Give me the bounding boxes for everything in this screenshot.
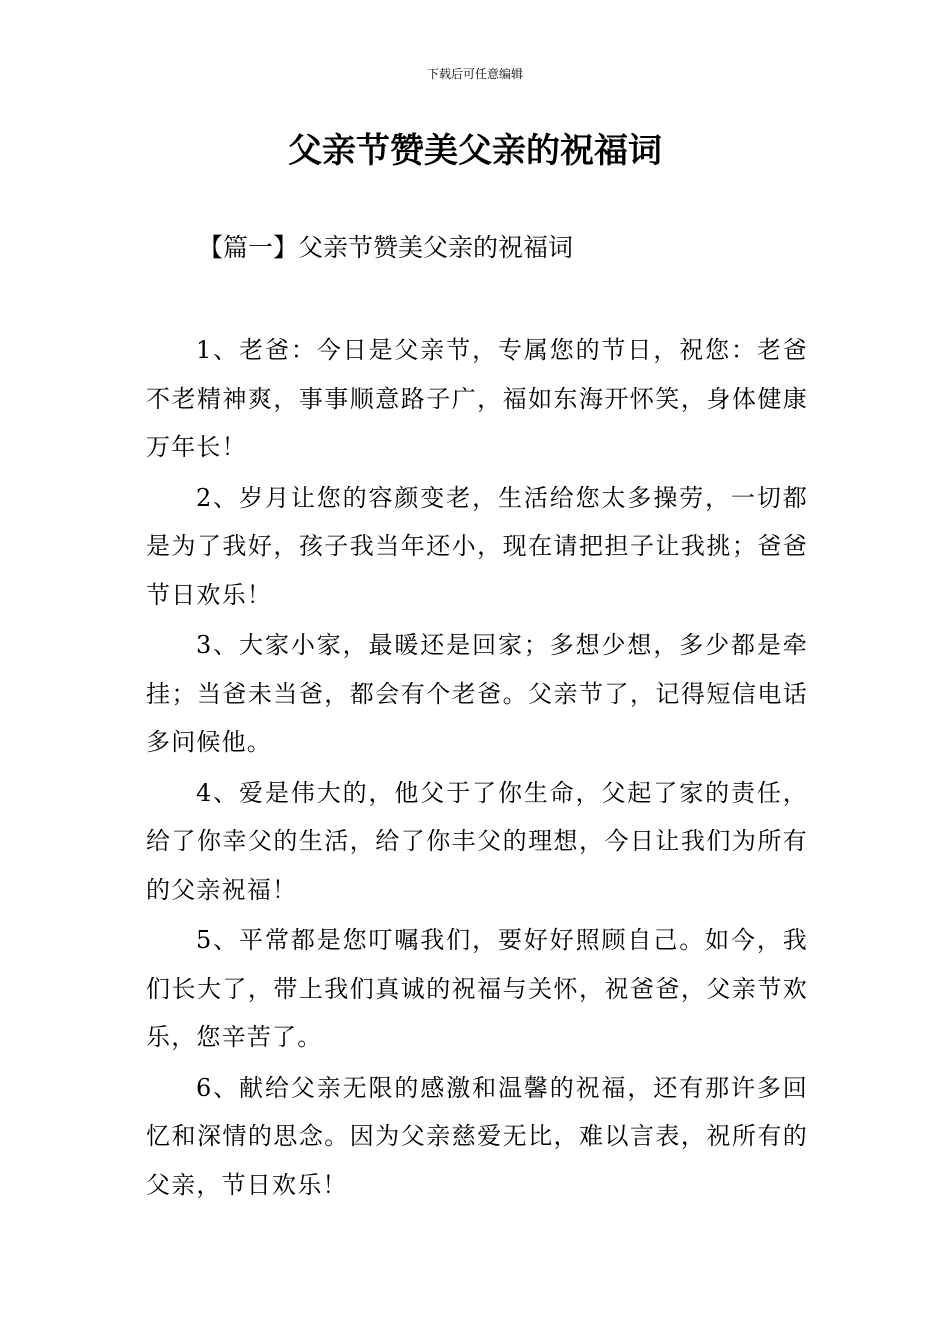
paragraph-6: 6、献给父亲无限的感激和温馨的祝福，还有那许多回忆和深情的思念。因为父亲慈爱无比，难以言表，祝所有的父亲，节日欢乐！ (146, 1073, 808, 1199)
paragraph-5: 5、平常都是您叮嘱我们，要好好照顾自己。如今，我们长大了，带上我们真诚的祝福与关怀，祝爸爸，父亲节欢乐，您辛苦了。 (146, 926, 808, 1051)
document-title: 父亲节赞美父亲的祝福词 (288, 131, 662, 171)
paragraph-3: 3、大家小家，最暖还是回家；多想少想，多少都是牵挂；当爸未当爸，都会有个老爸。父亲节了，记得短信电话多问候他。 (146, 631, 808, 756)
paragraph-4: 4、爱是伟大的，他父于了你生命，父起了家的责任，给了你幸父的生活，给了你丰父的理想，今日让我们为所有的父亲祝福！ (146, 778, 808, 904)
section-heading: 【篇一】父亲节赞美父亲的祝福词 (198, 233, 574, 262)
header-note: 下载后可任意编辑 (426, 67, 523, 81)
paragraph-2: 2、岁月让您的容颜变老，生活给您太多操劳，一切都是为了我好，孩子我当年还小，现在请把担子让我挑；爸爸节日欢乐！ (146, 483, 808, 609)
document-body (146, 326, 808, 1211)
paragraph-1: 1、老爸：今日是父亲节，专属您的节日，祝您：老爸不老精神爽，事事顺意路子广，福如东海开怀笑，身体健康万年长！ (146, 336, 808, 461)
